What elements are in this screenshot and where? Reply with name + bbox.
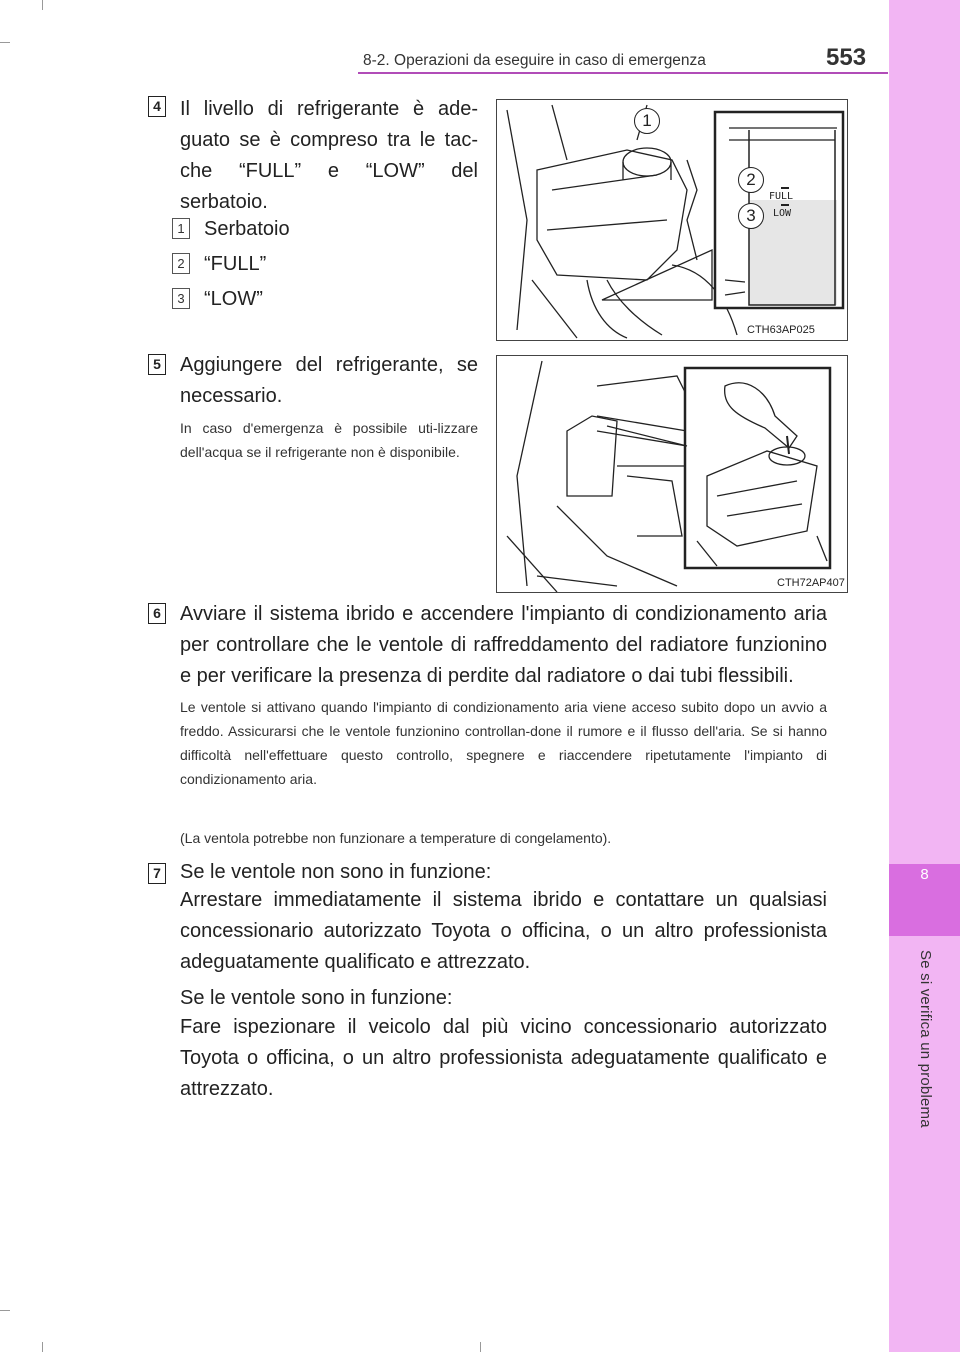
callout-2: 2: [738, 167, 764, 193]
step-number-4: 4: [148, 96, 166, 117]
figure-coolant-reservoir: [496, 99, 848, 341]
step-6-note: Le ventole si attivano quando l'impianto di condizionamento aria viene acceso subito dopo un avvio a freddo. Assicurarsi che le ventole funzionino controllan-done il rumore e il flusso dell'aria. Se si hanno difficoltà nell'effettuare questo controllo, spegnere e riaccendere ripetutamente l'impianto di condizionamento aria.: [180, 699, 827, 787]
step-4-text: Il livello di refrigerante è ade-guato se è compreso tra le tac-che “FULL” e “LOW” del serbatoio.: [180, 98, 478, 213]
callout-3: 3: [738, 203, 764, 229]
item-number-2: 2: [172, 253, 190, 274]
full-mark: FULL: [769, 191, 794, 202]
step-number-6: 6: [148, 603, 166, 624]
item-number-3: 3: [172, 288, 190, 309]
chapter-title: Se si verifica un problema: [917, 950, 934, 1128]
item-label-low: “LOW”: [204, 288, 263, 310]
item-label-full: “FULL”: [204, 253, 267, 275]
step-7-text-2: Fare ispezionare il veicolo dal più vicino concessionario autorizzato Toyota o officina, o un altro professionista adeguatamente qualificato e attrezzato.: [180, 1016, 827, 1100]
low-mark: LOW: [773, 208, 792, 219]
step-5-text: Aggiungere del refrigerante, se necessario.: [180, 354, 478, 407]
item-number-1: 1: [172, 218, 190, 239]
engine-bay-illustration: [497, 100, 847, 340]
crop-mark: [42, 0, 43, 10]
callout-1: 1: [634, 108, 660, 134]
chapter-number: 8: [920, 866, 929, 883]
item-label-serbatoio: Serbatoio: [204, 218, 290, 240]
refill-illustration: [497, 356, 847, 592]
step-number-7: 7: [148, 863, 166, 884]
crop-mark: [0, 1310, 10, 1311]
step-5-note: In caso d'emergenza è possibile uti-lizzare dell'acqua se il refrigerante non è disponibile.: [180, 420, 478, 460]
crop-mark: [480, 1342, 481, 1352]
step-7-heading-2: Se le ventole sono in funzione:: [180, 987, 453, 1009]
step-number-5: 5: [148, 354, 166, 375]
section-title: 8-2. Operazioni da eseguire in caso di emergenza: [363, 52, 706, 69]
step-6-note-2: (La ventola potrebbe non funzionare a temperature di congelamento).: [180, 830, 612, 846]
header-rule: [358, 72, 888, 74]
step-6-text: Avviare il sistema ibrido e accendere l'impianto di condizionamento aria per controllare che le ventole di raffreddamento del radiatore funzionino e per verificare la presenza di perdite dal radiatore o dai tubi flessibili.: [180, 603, 827, 687]
step-7-text-1: Arrestare immediatamente il sistema ibrido e contattare un qualsiasi concessionario autorizzato Toyota o officina, o un altro professionista adeguatamente qualificato e attrezzato.: [180, 889, 827, 973]
crop-mark: [42, 1342, 43, 1352]
figure-code: CTH72AP407: [777, 577, 845, 589]
step-7-heading-1: Se le ventole non sono in funzione:: [180, 861, 492, 883]
crop-mark: [0, 42, 10, 43]
page-number: 553: [826, 44, 867, 71]
figure-adding-coolant: [496, 355, 848, 593]
figure-code: CTH63AP025: [747, 324, 815, 336]
